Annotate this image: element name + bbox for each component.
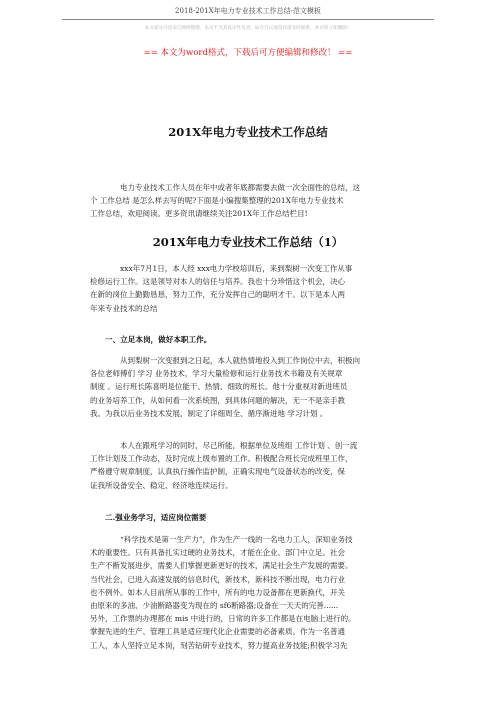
document-title: 201X年电力专业技术工作总结 <box>168 125 328 139</box>
header-title: 2018-201X年电力专业技术工作总结-范文模板 <box>175 7 321 15</box>
paragraph-line: 生产不断发展进步，需要人们掌握更新更好的技术，满足社会生产发展的需要。 <box>90 561 353 571</box>
paragraph-line: 本人在跟班学习的同时，尽己所能，根据单位及班组 工作计划 、创一流 <box>120 441 358 450</box>
paragraph-line: 证我所设备安全、稳定、经济地连续运行。 <box>90 480 233 490</box>
paragraph-1 <box>90 262 420 315</box>
intro-line: 个 工作总结 是怎么样去写的呢?下面是小编搜集整理的201X年电力专业技术 <box>90 196 344 206</box>
page-header <box>0 0 496 50</box>
paragraph-line: 制度 。运行班长陈喜明是位能干、热情、细致的班长。他十分重视对新进班员 <box>90 382 348 392</box>
paragraph-line: 也不例外。如本人目前所从事的工作中，所有的电力设备都在更新换代，开关 <box>90 587 345 597</box>
intro-line: 电力专业技术工作人员在年中或者年底都需要去做一次全面性的总结，这 <box>120 183 360 192</box>
paragraph-line: 年来专业技术的总结 <box>90 303 158 313</box>
paragraph-line: 检修运行工作。这是领导对本人的信任与培养。我也十分珍惜这个机会，决心 <box>90 277 345 287</box>
paragraph-line: 从到梨树一次变报到之日起，本人就热情地投入到工作岗位中去，积极向 <box>120 356 360 365</box>
section-title: 201X年电力专业技术工作总结（1） <box>152 235 344 249</box>
paragraph-4 <box>90 533 420 652</box>
paragraph-line: xxx年7月1日，本人经 xxx电力学校培训后，来到梨树一次变工作从事 <box>120 264 353 273</box>
paragraph-line: 由原来的多油、少油断路器变为现在的 sf6断路器;设备在一天天的完善...... <box>90 601 339 611</box>
header-notice: 本文部分内容来自网络整理，本司不为其真实性负责，如有异议或侵权请及时联系，本司将立即删除！ <box>144 26 352 31</box>
paragraph-line: 当代社会，已进入高速发展的信息时代，新技术，新科技不断出现，电力行业 <box>90 574 345 584</box>
header-divider <box>62 19 434 20</box>
paragraph-line: 工人，本人坚持立足本岗，刻苦钻研专业技术，努力提高业务技能;积极学习先 <box>90 640 348 650</box>
paragraph-line: 我。为我以后业务技术发展，制定了详细周全、循序渐进地 学习计划 。 <box>90 408 328 418</box>
paragraph-line: 严格遵守规章制度，认真执行操作监护制，正确实现电气设备状态的改变，保 <box>90 467 345 477</box>
paragraph-line: 的业务培养工作，从如何看一次系统图，到具体问题的解决，无一不是亲手教 <box>90 395 345 405</box>
download-banner: == 本文为word格式，下载后可方便编辑和修改！ == <box>143 48 353 58</box>
paragraph-line: 另外，工作票的办理都在 mis 中进行的，日常的许多工作都是在电脑上进行的。 <box>90 614 356 624</box>
heading-2: 二.强业务学习，适应岗位需要 <box>105 513 207 522</box>
heading-1: 一、立足本岗，做好本职工作。 <box>105 335 212 344</box>
paragraph-line: 术的重要性。只有具备扎实过硬的业务技术，才能在企业、部门中立足。社会 <box>90 548 345 558</box>
paragraph-3 <box>90 439 420 492</box>
paragraph-2 <box>90 354 420 420</box>
intro-paragraph <box>90 181 420 221</box>
paragraph-line: 在新的岗位上勤勤恳恳，努力工作，充分发挥自己的聪明才干。以下是本人两 <box>90 290 345 300</box>
paragraph-line: 掌握先进的生产、管理工具是适应现代化企业需要的必备素质。作为一名普通 <box>90 627 345 637</box>
paragraph-line: 工作计划及工作动态，及时完成上级布置的工作。积极配合班长完成班里工作， <box>90 454 353 464</box>
intro-line: 工作总结，欢迎阅读。更多资讯请继续关注201X年工作总结栏目! <box>90 209 308 219</box>
paragraph-line: “科学技术是第一生产力”，作为生产一线的一名电力工人，深知业务技 <box>120 535 353 544</box>
paragraph-line: 各位老师傅们 学习 业务技术，学习大量检修和运行业务技术书籍及有关规章 <box>90 369 343 379</box>
